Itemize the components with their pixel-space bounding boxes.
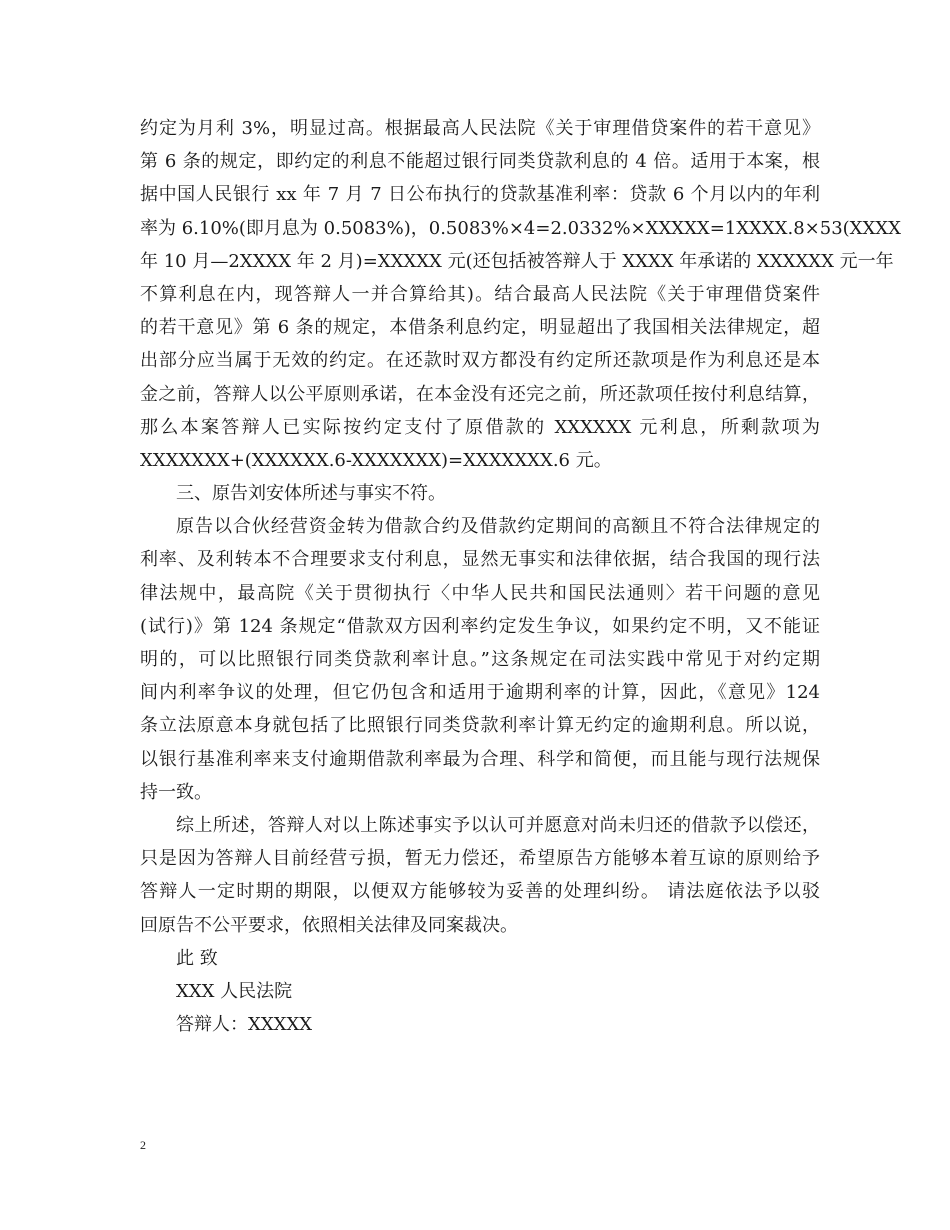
text-line: 出部分应当属于无效的约定。在还款时双方都没有约定所还款项是作为利息还是本 xyxy=(140,350,820,372)
text-line: 以银行基准利率来支付逾期借款利率最为合理、科学和简便，而且能与现行法规保 xyxy=(140,748,820,770)
text-line: 第 6 条的规定，即约定的利息不能超过银行同类贷款利息的 4 倍。适用于本案，根 xyxy=(140,151,820,173)
text-line: 只是因为答辩人目前经营亏损，暂无力偿还，希望原告方能够本着互谅的原则给予 xyxy=(140,848,820,870)
salutation: 此 致 xyxy=(176,947,218,969)
text-line: 明的，可以比照银行同类贷款利率计息。”这条规定在司法实践中常见于对约定期 xyxy=(140,649,820,670)
text-line: 据中国人民银行 xx 年 7 月 7 日公布执行的贷款基准利率：贷款 6 个月以内的年利 xyxy=(140,184,820,206)
text-line: 约定为月利 3%，明显过高。根据最高人民法院《关于审理借贷案件的若干意见》 xyxy=(140,118,820,139)
text-line: XXXXXXX+(XXXXXX.6-XXXXXXX)=XXXXXXX.6 元。 xyxy=(140,449,612,471)
document-body xyxy=(140,112,901,1041)
text-line: 金之前，答辩人以公平原则承诺，在本金没有还完之前，所还款项任按付利息结算， xyxy=(140,383,820,405)
text-line: 那么本案答辩人已实际按约定支付了原借款的 XXXXXX 元利息，所剩款项为 xyxy=(140,416,820,438)
text-line: (试行)》第 124 条规定“借款双方因利率约定发生争议，如果约定不明，又不能证 xyxy=(140,615,820,637)
section-heading: 三、原告刘安体所述与事实不符。 xyxy=(176,483,446,505)
text-line: 的若干意见》第 6 条的规定，本借条利息约定，明显超出了我国相关法律规定，超 xyxy=(140,317,820,339)
text-line: 原告以合伙经营资金转为借款合约及借款约定期间的高额且不符合法律规定的 xyxy=(176,516,820,538)
text-line: 持一致。 xyxy=(140,781,212,803)
text-line: 间内利率争议的处理，但它仍包含和适用于逾期利率的计算，因此，《意见》124 xyxy=(140,682,820,704)
court-name: XXX 人民法院 xyxy=(176,980,293,1002)
text-line: 不算利息在内，现答辩人一并合算给其)。结合最高人民法院《关于审理借贷案件 xyxy=(140,283,820,305)
text-line: 律法规中，最高院《关于贯彻执行〈中华人民共和国民法通则〉若干问题的意见 xyxy=(140,582,820,604)
text-line: 回原告不公平要求，依照相关法律及同案裁决。 xyxy=(140,914,518,936)
text-line: 率为 6.10%(即月息为 0.5083%)，0.5083%×4=2.0332%×XXXXX=1XXXX.8×53(XXXX xyxy=(140,217,901,239)
respondent-signature: 答辩人：XXXXX xyxy=(176,1014,313,1036)
text-line: 答辩人一定时期的期限，以便双方能够较为妥善的处理纠纷。 请法庭依法予以驳 xyxy=(140,881,820,903)
text-line: 综上所述，答辩人对以上陈述事实予以认可并愿意对尚未归还的借款予以偿还， xyxy=(176,814,820,836)
text-line: 条立法原意本身就包括了比照银行同类贷款利率计算无约定的逾期利息。所以说， xyxy=(140,715,820,737)
text-line: 利率、及利转本不合理要求支付利息，显然无事实和法律依据，结合我国的现行法 xyxy=(140,549,820,571)
page-number: 2 xyxy=(140,1138,146,1152)
text-line: 年 10 月—2XXXX 年 2 月)=XXXXX 元(还包括被答辩人于 XXXX 年承诺的 XXXXXX 元一年 xyxy=(140,250,894,272)
